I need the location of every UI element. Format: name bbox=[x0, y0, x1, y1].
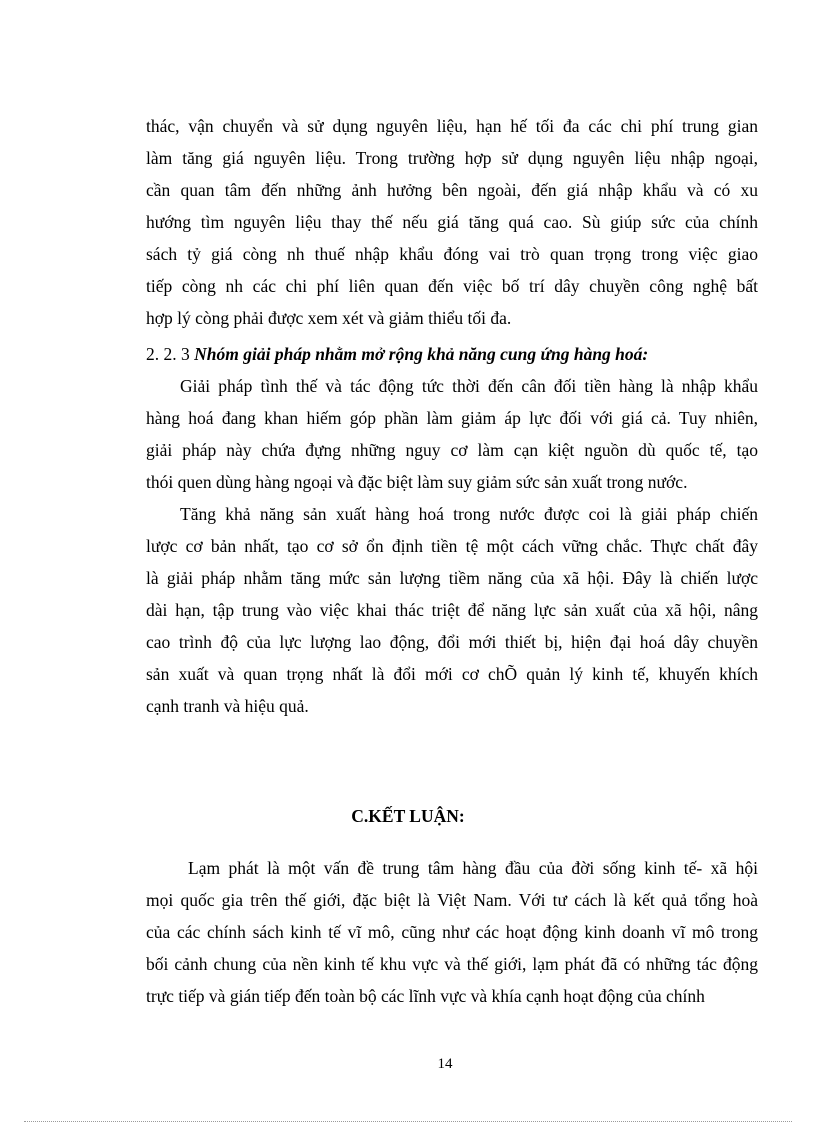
paragraph-line: tiếp còng nh các chi phí liên quan đến việc bố trí dây chuyền công nghệ bất bbox=[146, 276, 758, 296]
paragraph-raw-material bbox=[146, 110, 758, 334]
paragraph-import-solution bbox=[146, 370, 758, 498]
paragraph-line: Lạm phát là một vấn đề trung tâm hàng đầu của đời sống kinh tế- xã hội bbox=[188, 858, 758, 878]
paragraph-line: lược cơ bản nhất, tạo cơ sở ổn định tiền tệ một cách vững chắc. Thực chất đây bbox=[146, 536, 758, 556]
page-number: 14 bbox=[437, 1056, 453, 1072]
paragraph-line: sản xuất và quan trọng nhất là đổi mới cơ chÕ quản lý kinh tế, khuyến khích bbox=[146, 664, 758, 684]
paragraph-line: trực tiếp và gián tiếp đến toàn bộ các lĩnh vực và khía cạnh hoạt động của chính bbox=[146, 986, 705, 1006]
paragraph-domestic-production bbox=[146, 498, 758, 722]
paragraph-line: giải pháp này chứa đựng những nguy cơ làm cạn kiệt nguồn dù quốc tế, tạo bbox=[146, 440, 758, 460]
paragraph-line: Giải pháp tình thế và tác động tức thời đến cân đối tiền hàng là nhập khẩu bbox=[180, 376, 758, 396]
paragraph-line: cạnh tranh và hiệu quả. bbox=[146, 696, 309, 716]
page-bottom-divider bbox=[24, 1121, 792, 1122]
paragraph-line: bối cảnh chung của nền kinh tế khu vực và thế giới, lạm phát đã có những tác động bbox=[146, 954, 758, 974]
paragraph-line: thác, vận chuyển và sử dụng nguyên liệu, hạn hế tối đa các chi phí trung gian bbox=[146, 116, 758, 136]
paragraph-line: làm tăng giá nguyên liệu. Trong trường hợp sử dụng nguyên liệu nhập ngoại, bbox=[146, 148, 758, 168]
paragraph-line: dài hạn, tập trung vào việc khai thác triệt để năng lực sản xuất của xã hội, nâng bbox=[146, 600, 758, 620]
subsection-heading bbox=[146, 338, 648, 370]
paragraph-line: thói quen dùng hàng ngoại và đặc biệt làm suy giảm sức sản xuất trong nước. bbox=[146, 472, 688, 492]
paragraph-conclusion bbox=[146, 852, 758, 1012]
paragraph-line: hợp lý còng phải được xem xét và giảm thiểu tối đa. bbox=[146, 308, 512, 328]
subsection-title: Nhóm giải pháp nhằm mở rộng khả năng cung ứng hàng hoá: bbox=[194, 344, 649, 364]
paragraph-line: Tăng khả năng sản xuất hàng hoá trong nước được coi là giải pháp chiến bbox=[180, 504, 758, 524]
paragraph-line: là giải pháp nhằm tăng mức sản lượng tiềm năng của xã hội. Đây là chiến lược bbox=[146, 568, 758, 588]
paragraph-line: cần quan tâm đến những ảnh hưởng bên ngoài, đến giá nhập khẩu và có xu bbox=[146, 180, 758, 200]
paragraph-line: cao trình độ của lực lượng lao động, đổi mới thiết bị, hiện đại hoá dây chuyền bbox=[146, 632, 758, 652]
paragraph-line: mọi quốc gia trên thế giới, đặc biệt là Việt Nam. Với tư cách là kết quả tổng hoà bbox=[146, 890, 758, 910]
paragraph-line: sách tỷ giá còng nh thuế nhập khẩu đóng vai trò quan trọng trong việc giao bbox=[146, 244, 758, 264]
paragraph-line: hàng hoá đang khan hiếm góp phần làm giảm áp lực đối với giá cả. Tuy nhiên, bbox=[146, 408, 758, 428]
paragraph-line: của các chính sách kinh tế vĩ mô, cũng như các hoạt động kinh doanh vĩ mô trong bbox=[146, 922, 758, 942]
section-title: C.KẾT LUẬN: bbox=[351, 806, 465, 826]
subsection-number: 2. 2. 3 bbox=[146, 344, 190, 364]
paragraph-line: hướng tìm nguyên liệu thay thế nếu giá tăng quá cao. Sù giúp sức của chính bbox=[146, 212, 758, 232]
